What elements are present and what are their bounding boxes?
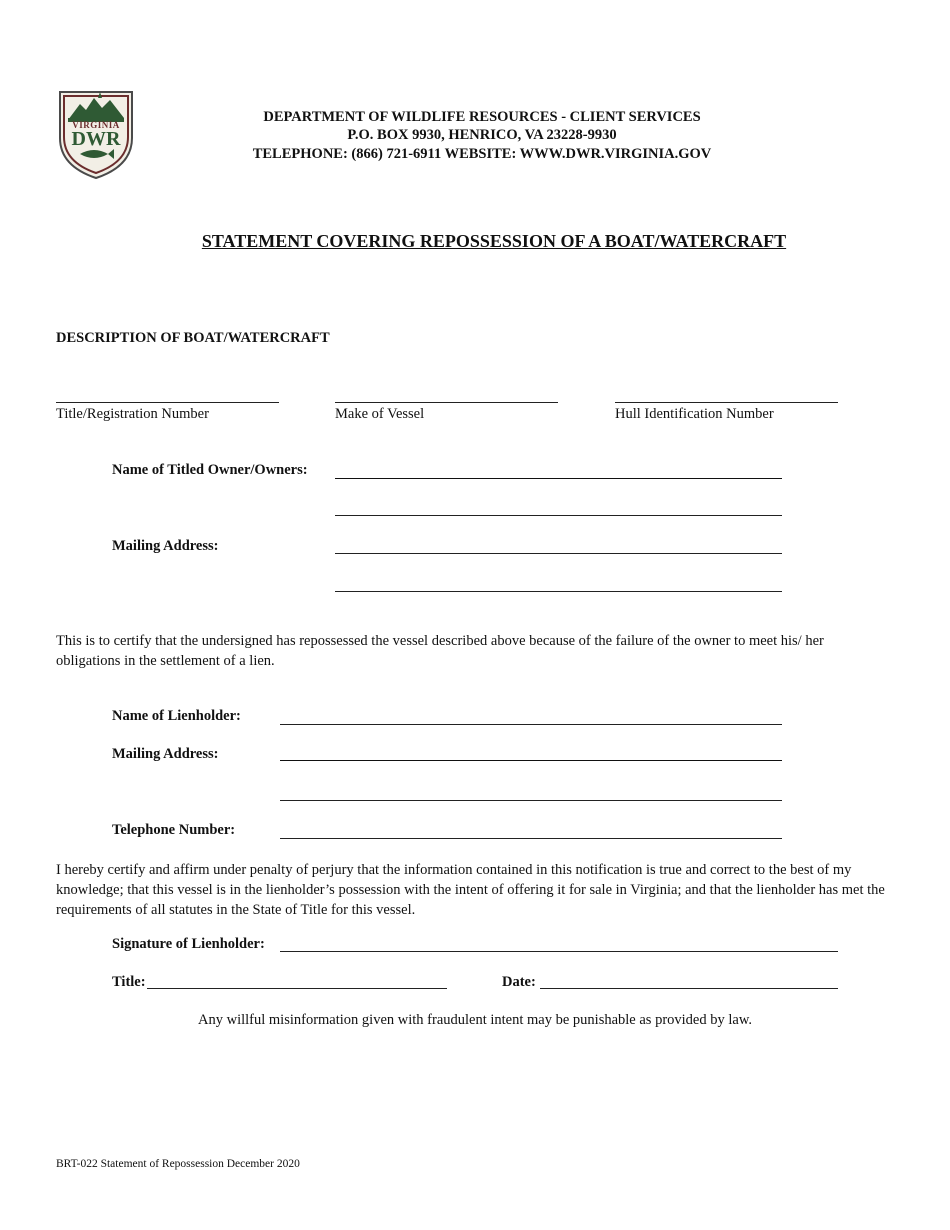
header-contact: TELEPHONE: (866) 721-6911 WEBSITE: WWW.DWR.VIRGINIA.GOV bbox=[252, 146, 712, 162]
title-field[interactable] bbox=[147, 988, 447, 989]
label-date: Date: bbox=[502, 974, 536, 990]
owner-address-field[interactable] bbox=[335, 553, 782, 554]
signature-field[interactable] bbox=[280, 951, 838, 952]
header-address: P.O. BOX 9930, HENRICO, VA 23228-9930 bbox=[347, 127, 617, 143]
perjury-affirmation-text: I hereby certify and affirm under penalty of perjury that the information contained in this notification is true and correct to the best of my knowledge; that this vessel is in the lienholder’s possession with the intent of offering it for sale in Virginia; and that the lienholder has met the requirements of all statutes in the State of Title for this vessel. bbox=[56, 862, 885, 918]
titled-owner-field-line2[interactable] bbox=[335, 515, 782, 516]
logo-text-virginia: VIRGINIA bbox=[72, 120, 120, 130]
make-of-vessel-field[interactable] bbox=[335, 402, 558, 403]
lienholder-name-field[interactable] bbox=[280, 724, 782, 725]
logo-text-dwr: DWR bbox=[71, 128, 121, 150]
caption-make-of-vessel: Make of Vessel bbox=[335, 406, 425, 422]
caption-title-number: Title/Registration Number bbox=[56, 406, 209, 422]
label-lienholder-mailing-address: Mailing Address: bbox=[112, 746, 219, 762]
label-lienholder-name: Name of Lienholder: bbox=[112, 708, 241, 724]
section-description-heading: DESCRIPTION OF BOAT/WATERCRAFT bbox=[56, 330, 330, 346]
repossession-certification-text: This is to certify that the undersigned has repossessed the vessel described above because of the failure of the owner to meet his/ her obligations in the settlement of a lien. bbox=[56, 633, 824, 669]
header-agency-name: DEPARTMENT OF WILDLIFE RESOURCES - CLIENT SERVICES bbox=[263, 109, 701, 125]
date-field[interactable] bbox=[540, 988, 838, 989]
titled-owner-field[interactable] bbox=[335, 478, 782, 479]
owner-address-field-line2[interactable] bbox=[335, 591, 782, 592]
label-signature-lienholder: Signature of Lienholder: bbox=[112, 936, 265, 952]
title-number-field[interactable] bbox=[56, 402, 279, 403]
caption-hull-id: Hull Identification Number bbox=[615, 406, 774, 422]
label-telephone-number: Telephone Number: bbox=[112, 822, 236, 838]
hull-id-field[interactable] bbox=[615, 402, 838, 403]
telephone-number-field[interactable] bbox=[280, 838, 782, 839]
label-title: Title: bbox=[112, 974, 146, 990]
dwr-logo bbox=[54, 86, 138, 180]
form-title: STATEMENT COVERING REPOSSESSION OF A BOAT/WATERCRAFT bbox=[201, 231, 787, 251]
label-owner-mailing-address: Mailing Address: bbox=[112, 538, 219, 554]
lienholder-address-field-line2[interactable] bbox=[280, 800, 782, 801]
label-titled-owner: Name of Titled Owner/Owners: bbox=[112, 462, 308, 478]
fraud-warning: Any willful misinformation given with fraudulent intent may be punishable as provided by law. bbox=[198, 1012, 752, 1028]
form-footer-id: BRT-022 Statement of Repossession December 2020 bbox=[56, 1158, 300, 1170]
lienholder-address-field[interactable] bbox=[280, 760, 782, 761]
